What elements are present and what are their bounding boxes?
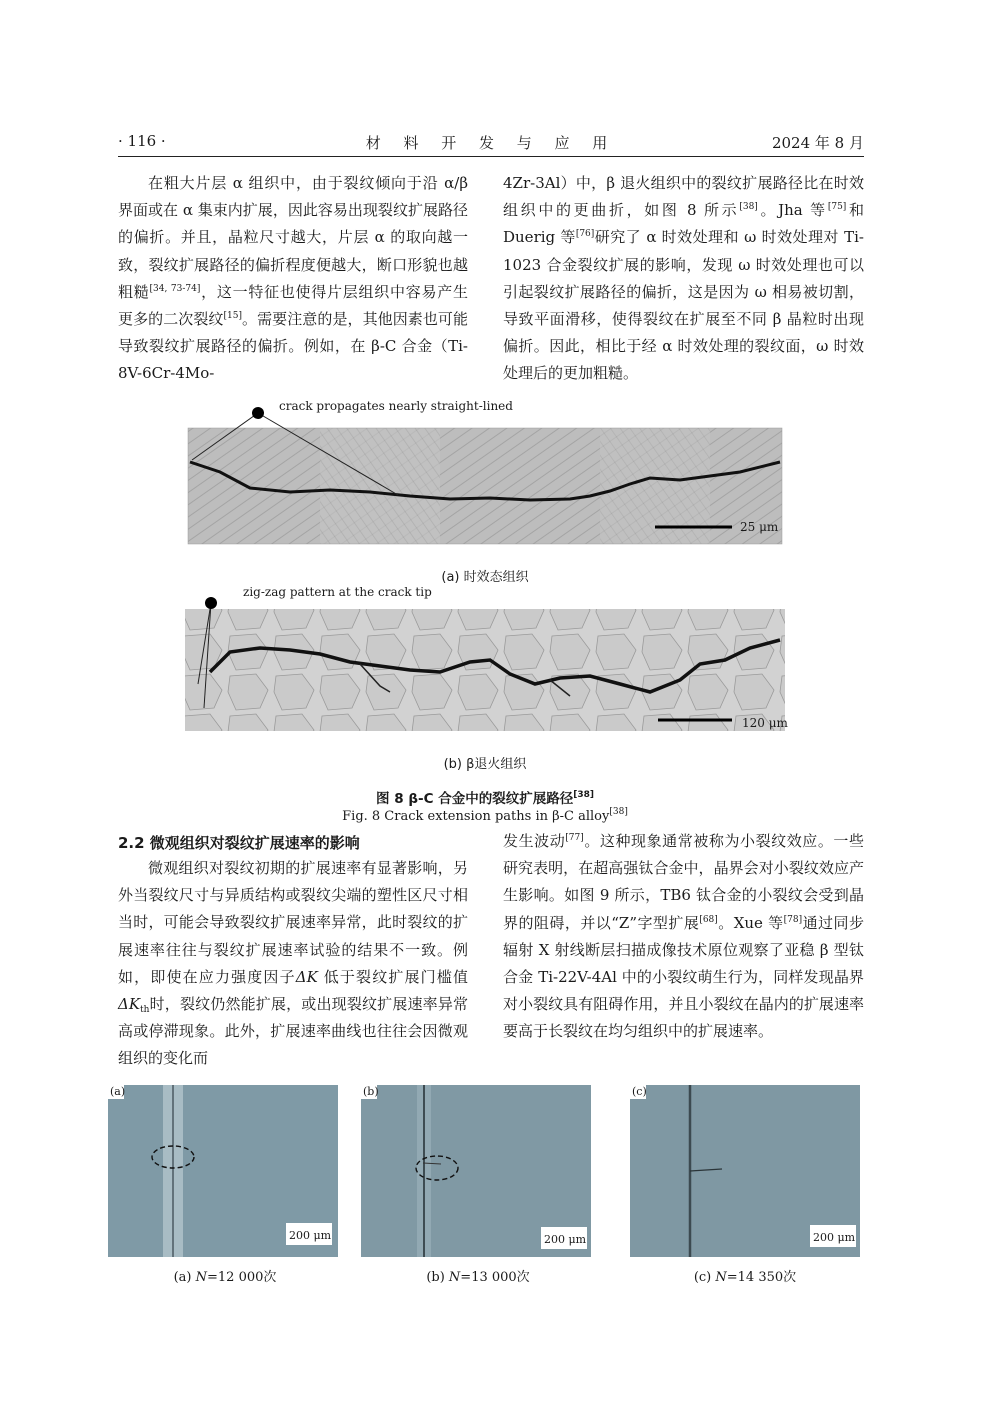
left-column-top — [118, 170, 468, 388]
fig8a-annotation: crack propagates nearly straight-lined — [279, 399, 513, 413]
fig9c-caption: (c) N=14 350次 — [693, 1270, 797, 1285]
fig9a-label: (a) — [110, 1085, 126, 1098]
header-rule — [118, 156, 864, 157]
paragraph: 4Zr-3Al）中，β 退火组织中的裂纹扩展路径比在时效组织中的更曲折，如图 8 所示[38]。Jha 等[75]和 Duerig 等[76]研究了 α 时效处理和 ω 时效处理对 Ti-1023 合金裂纹扩展的影响，发现 ω 时效处理也可以引起裂纹扩展路径的偏折，这是因为 ω 相易被切割，导致平面滑移，使得裂纹在扩展至不同 β 晶粒时出现偏折。因此，相比于经 α 时效处理的裂纹面，ω 时效处理后的更加粗糙。 — [503, 174, 864, 383]
fig9c-label: (c) — [632, 1085, 647, 1098]
fig8b-scale-label: 120 μm — [742, 716, 788, 730]
running-header — [118, 128, 864, 154]
fig8b-micrograph — [180, 592, 790, 740]
fig9b-scale-label: 200 μm — [544, 1233, 587, 1246]
right-column-top — [503, 170, 864, 388]
fig9a-panel — [108, 1085, 338, 1257]
fig8a-caption: (a) 时效态组织 — [441, 570, 529, 585]
issue-date: 2024 年 8 月 — [771, 134, 864, 152]
fig8b-caption: (b) β退火组织 — [443, 757, 527, 772]
left-column-bottom — [118, 855, 468, 1073]
fig8-title-cn: 图 8 β-C 合金中的裂纹扩展路径[38] — [376, 790, 594, 807]
fig8a-scale-label: 25 μm — [740, 520, 779, 534]
fig9a-scale-label: 200 μm — [289, 1229, 332, 1242]
journal-name: 材 料 开 发 与 应 用 — [365, 134, 617, 152]
fig8-title-en: Fig. 8 Crack extension paths in β-C alloy[38] — [342, 807, 628, 824]
fig9b-micrograph — [361, 1085, 591, 1257]
right-column-bottom — [503, 828, 864, 1046]
fig9c-scale-label: 200 μm — [813, 1231, 856, 1244]
fig9b-panel — [361, 1085, 591, 1257]
paragraph: 发生波动[77]。这种现象通常被称为小裂纹效应。一些研究表明，在超高强钛合金中，晶界会对小裂纹效应产生影响。如图 9 所示，TB6 钛合金的小裂纹会受到晶界的阻碍，并以“Z”字型扩展[68]。Xue 等[78]通过同步辐射 X 射线断层扫描成像技术原位观察了亚稳 β 型钛合金 Ti-22V-4Al 中的小裂纹萌生行为，同样发现晶界对小裂纹具有阻碍作用，并且小裂纹在晶内的扩展速率要高于长裂纹在均匀组织中的扩展速率。 — [503, 832, 864, 1041]
fig8b-annotation: zig-zag pattern at the crack tip — [243, 585, 432, 599]
fig8a-micrograph — [180, 400, 790, 550]
section-heading: 2.2 微观组织对裂纹扩展速率的影响 — [118, 834, 360, 852]
paragraph: 在粗大片层 α 组织中，由于裂纹倾向于沿 α/β 界面或在 α 集束内扩展，因此容易出现裂纹扩展路径的偏折。并且，晶粒尺寸越大，片层 α 的取向越一致，裂纹扩展路径的偏折程度便越大，断口形貌也越粗糙[34, 73-74]，这一特征也使得片层组织中容易产生更多的二次裂纹[15]。需要注意的是，其他因素也可能导致裂纹扩展路径的偏折。例如，在 β-C 合金（Ti-8V-6Cr-4Mo- — [118, 174, 468, 383]
page-number: · 116 · — [118, 132, 166, 150]
fig9a-caption: (a) N=12 000次 — [173, 1270, 277, 1285]
paragraph: 微观组织对裂纹初期的扩展速率有显著影响，另外当裂纹尺寸与异质结构或裂纹尖端的塑性区尺寸相当时，可能会导致裂纹扩展速率异常，此时裂纹的扩展速率往往与裂纹扩展速率试验的结果不一致。例如，即使在应力强度因子ΔK 低于裂纹扩展门槛值 $\Delta K_{th}$时，裂纹仍然能扩展，或出现裂纹扩展速率异常高或停滞现象。此外，扩展速率曲线也往往会因微观组织的变化而 — [118, 859, 468, 1068]
fig9c-panel — [630, 1085, 860, 1257]
fig9b-label: (b) — [363, 1085, 379, 1098]
fig9b-caption: (b) N=13 000次 — [426, 1270, 530, 1285]
